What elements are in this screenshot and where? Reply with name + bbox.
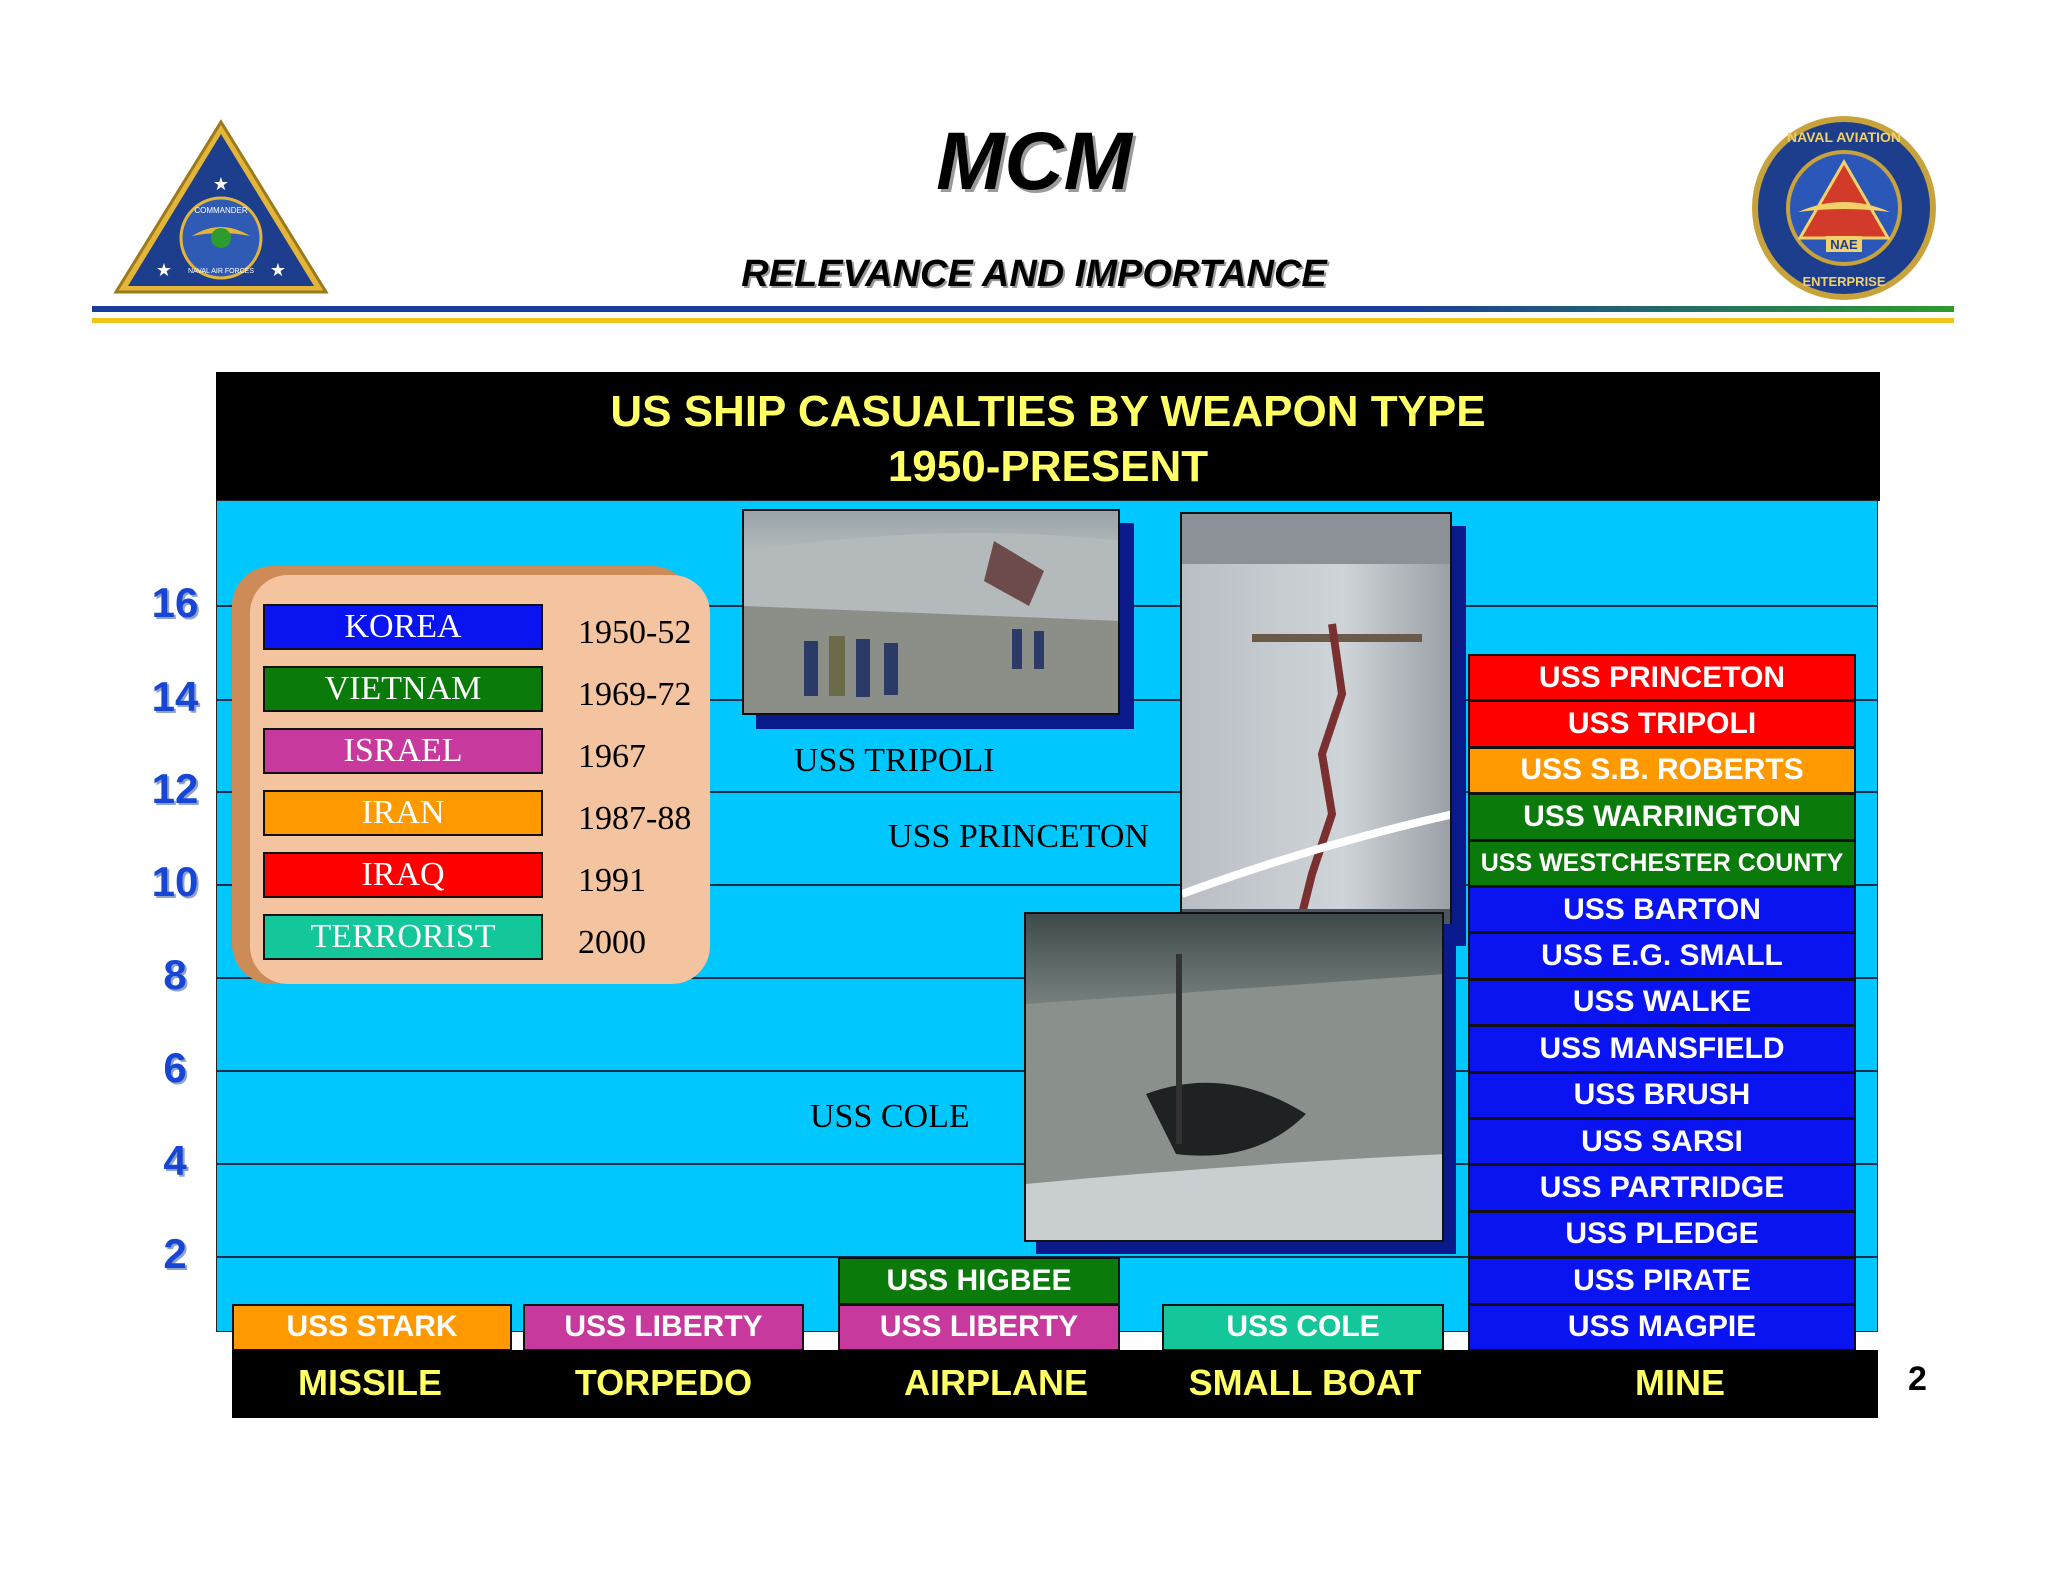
right-logo-text-bottom: ENTERPRISE — [1802, 274, 1886, 289]
photo-label-uss-princeton: USS PRINCETON — [888, 818, 1150, 855]
photo-label-uss-cole: USS COLE — [810, 1098, 970, 1135]
y-tick-label: 2 — [163, 1230, 187, 1277]
chart-subtitle: 1950-PRESENT — [887, 442, 1209, 491]
x-tick-label: SMALL BOAT — [1188, 1362, 1422, 1403]
x-tick-label: AIRPLANE — [903, 1362, 1088, 1403]
right-logo-text-top: NAVAL AVIATION — [1786, 129, 1902, 145]
legend-years-iraq: 1991 — [578, 862, 646, 899]
bar-segment: USS E.G. SMALL — [1468, 932, 1856, 979]
left-logo-text-top: COMMANDER — [194, 206, 248, 215]
header-stripe-yellow — [92, 318, 1954, 323]
legend-swatch-korea: KOREA — [263, 604, 543, 650]
bar-segment: USS HIGBEE — [838, 1257, 1120, 1304]
bar-segment: USS PIRATE — [1468, 1257, 1856, 1304]
y-tick-label: 14 — [151, 673, 199, 720]
legend-swatch-iraq: IRAQ — [263, 852, 543, 898]
legend-swatch-terrorist: TERRORIST — [263, 914, 543, 960]
legend-swatch-iran: IRAN — [263, 790, 543, 836]
svg-text:★: ★ — [212, 174, 230, 194]
bar-segment: USS PRINCETON — [1468, 654, 1856, 701]
bar-segment: USS BRUSH — [1468, 1072, 1856, 1119]
bar-segment: USS MANSFIELD — [1468, 1025, 1856, 1072]
page-subtitle: RELEVANCE AND IMPORTANCE — [741, 253, 1327, 295]
photo-uss-cole — [1024, 912, 1444, 1242]
bar-segment: USS BARTON — [1468, 886, 1856, 933]
bar-segment: USS S.B. ROBERTS — [1468, 747, 1856, 794]
photo-label-uss-tripoli: USS TRIPOLI — [794, 742, 995, 779]
bar-segment: USS WESTCHESTER COUNTY — [1468, 840, 1856, 887]
y-tick-label: 12 — [151, 765, 199, 812]
chart-title: US SHIP CASUALTIES BY WEAPON TYPE — [610, 387, 1486, 436]
right-logo-text-center: NAE — [1830, 237, 1858, 252]
x-tick-label: TORPEDO — [574, 1362, 753, 1403]
x-tick-label: MISSILE — [297, 1362, 443, 1403]
legend-years-vietnam: 1969-72 — [578, 676, 692, 713]
bar-segment: USS SARSI — [1468, 1118, 1856, 1165]
svg-text:★: ★ — [155, 260, 173, 280]
bar-segment: USS PARTRIDGE — [1468, 1164, 1856, 1211]
bar-segment: USS LIBERTY — [838, 1304, 1120, 1351]
legend-years-terrorist: 2000 — [578, 924, 646, 961]
y-tick-label: 4 — [163, 1137, 187, 1184]
x-tick-label: MINE — [1635, 1362, 1725, 1403]
legend-swatch-vietnam: VIETNAM — [263, 666, 543, 712]
bar-segment: USS STARK — [232, 1304, 512, 1351]
chart-title-box — [216, 372, 1880, 501]
page-title: MCM — [936, 116, 1132, 207]
bar-segment: USS COLE — [1162, 1304, 1444, 1351]
bar-segment: USS MAGPIE — [1468, 1304, 1856, 1351]
legend-years-iran: 1987-88 — [578, 800, 692, 837]
header-stripe-blue — [92, 306, 1954, 312]
y-tick-label: 16 — [151, 579, 199, 626]
bar-segment: USS LIBERTY — [523, 1304, 804, 1351]
photo-uss-tripoli — [742, 509, 1120, 715]
left-logo-text-bottom: NAVAL AIR FORCES — [188, 268, 254, 275]
legend-years-israel: 1967 — [578, 738, 646, 775]
y-tick-label: 8 — [163, 951, 187, 998]
naval-aviation-enterprise-seal-icon — [1748, 112, 1940, 304]
bar-segment: USS WARRINGTON — [1468, 793, 1856, 840]
y-tick-label: 6 — [163, 1044, 187, 1091]
legend-years-korea: 1950-52 — [578, 614, 692, 651]
y-tick-label: 10 — [151, 858, 199, 905]
legend-swatch-israel: ISRAEL — [263, 728, 543, 774]
photo-uss-princeton — [1180, 512, 1452, 932]
bar-segment: USS TRIPOLI — [1468, 700, 1856, 747]
bar-segment: USS PLEDGE — [1468, 1211, 1856, 1258]
svg-text:★: ★ — [269, 260, 287, 280]
page-number: 2 — [1908, 1360, 1927, 1398]
commander-naval-air-forces-triangle-icon — [112, 118, 330, 296]
bar-segment: USS WALKE — [1468, 979, 1856, 1026]
